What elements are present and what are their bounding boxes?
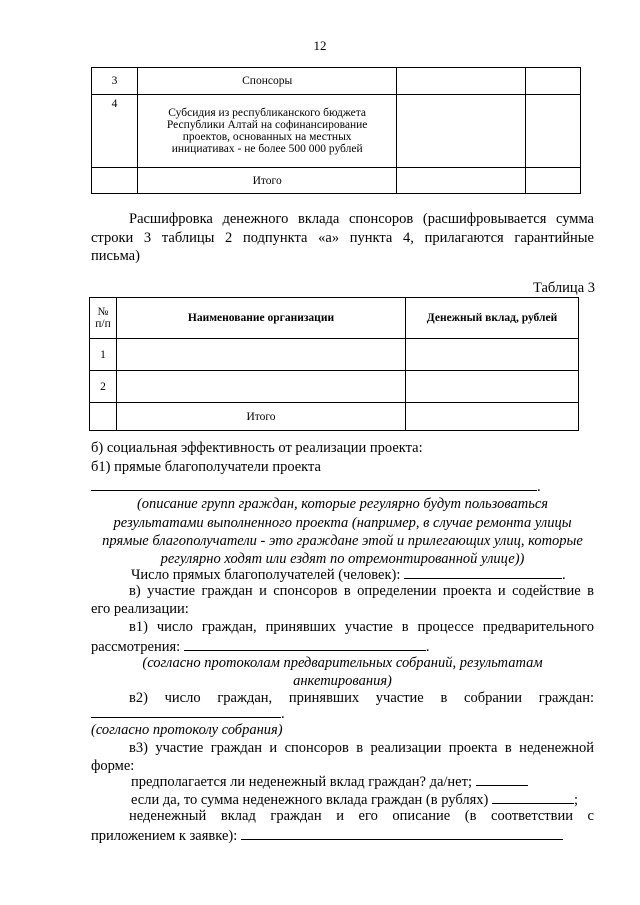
budget-table <box>91 67 581 194</box>
table-row <box>92 168 581 194</box>
table-row <box>92 95 581 168</box>
intro-line: письма) <box>91 248 140 264</box>
row-name-line: Республики Алтай на софинансирование <box>166 119 368 131</box>
row-name <box>137 95 397 168</box>
intro-line: Расшифровка денежного вклада спонсоров (расшифровывается сумма <box>129 211 594 227</box>
v1-fill-line: рассмотрения: . <box>91 636 429 657</box>
v3-line: форме: <box>91 758 135 774</box>
v1-line: в1) число граждан, принявших участие в процессе предварительного <box>129 619 594 635</box>
empty-cell <box>526 95 581 168</box>
header-text: № <box>97 306 109 318</box>
table-row <box>92 68 581 95</box>
b1-note: прямые благополучатели - это граждане этой и прилегающих улиц, которые <box>102 533 583 549</box>
empty-cell <box>526 68 581 95</box>
empty-cell <box>526 168 581 194</box>
table-row <box>90 403 579 431</box>
row-number: 4 <box>92 95 138 168</box>
header-text: п/п <box>95 318 111 330</box>
section-b-heading: б) социальная эффективность от реализации проекта: <box>91 440 423 456</box>
v1-note: (согласно протоколам предварительных собраний, результатам <box>142 655 543 671</box>
total-label: Итого <box>117 403 406 431</box>
v2-line: в2) число граждан, принявших участие в собрании граждан: <box>129 690 594 706</box>
empty-cell <box>397 68 526 95</box>
empty-cell <box>117 339 406 371</box>
q1-blank <box>476 771 528 786</box>
v1-blank <box>184 636 426 651</box>
column-header-organization: Наименование организации <box>117 298 406 339</box>
row-number: 2 <box>90 371 117 403</box>
row-number <box>90 403 117 431</box>
row-number <box>92 168 138 194</box>
q3-blank <box>241 825 563 840</box>
v1-note: анкетирования) <box>293 673 392 689</box>
row-name-line: проектов, основанных на местных <box>182 131 352 143</box>
q1-line: предполагается ли неденежный вклад граждан? да/нет; <box>131 771 528 792</box>
q3-line: неденежный вклад граждан и его описание (в соответствии с <box>129 808 594 824</box>
v2-fill-line: . <box>91 703 285 724</box>
b1-fill-line: . <box>91 476 541 497</box>
row-name-line: инициативах - не более 500 000 рублей <box>171 143 363 155</box>
beneficiaries-count-blank <box>404 564 562 579</box>
empty-cell <box>117 371 406 403</box>
b1-note: (описание групп граждан, которые регулярно будут пользоваться <box>136 496 549 512</box>
column-header-contribution: Денежный вклад, рублей <box>406 298 579 339</box>
section-b1-label: б1) прямые благополучатели проекта <box>91 459 321 475</box>
table-caption: Таблица 3 <box>532 280 595 296</box>
row-number: 1 <box>90 339 117 371</box>
sponsors-table <box>89 297 579 431</box>
table-row <box>90 371 579 403</box>
page-number: 12 <box>313 38 327 53</box>
empty-cell <box>397 168 526 194</box>
q2-blank <box>492 789 574 804</box>
v3-line: в3) участие граждан и спонсоров в реализации проекта в неденежной <box>129 740 594 756</box>
intro-line: строки 3 таблицы 2 подпункта «а» пункта 4, прилагаются гарантийные <box>91 230 594 246</box>
total-label: Итого <box>137 168 397 194</box>
section-v-line: его реализации: <box>91 601 189 617</box>
row-number: 3 <box>92 68 138 95</box>
section-v-line: в) участие граждан и спонсоров в определении проекта и содействие в <box>129 583 594 599</box>
beneficiaries-count-line: Число прямых благополучателей (человек): . <box>131 564 566 585</box>
row-name-line: Субсидия из республиканского бюджета <box>168 107 367 119</box>
table-header-row <box>90 298 579 339</box>
b1-note: регулярно ходят или ездят по отремонтированной улице)) <box>160 551 525 567</box>
b1-note: результатами выполненного проекта (например, в случае ремонта улицы <box>113 515 572 531</box>
table-row <box>90 339 579 371</box>
row-name: Спонсоры <box>137 68 397 95</box>
empty-cell <box>406 371 579 403</box>
empty-cell <box>406 339 579 371</box>
q3-fill-line: приложением к заявке): <box>91 825 563 846</box>
column-header-number <box>90 298 117 339</box>
v2-blank <box>91 703 281 718</box>
empty-cell <box>406 403 579 431</box>
q2-line: если да, то сумма неденежного вклада граждан (в рублях) ; <box>131 789 578 810</box>
empty-cell <box>397 95 526 168</box>
v2-note: (согласно протоколу собрания) <box>91 722 283 738</box>
